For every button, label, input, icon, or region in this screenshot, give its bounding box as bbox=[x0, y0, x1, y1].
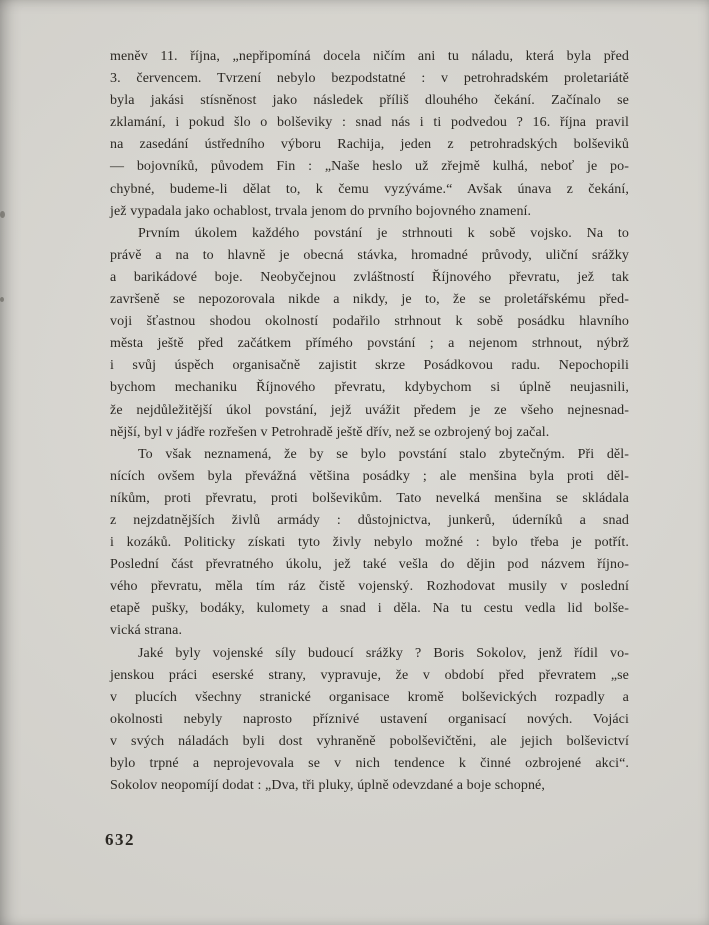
text-line: jež vypadala jako ochablost, trvala jenom do prvního bojovného znamení. bbox=[110, 203, 532, 219]
text-line: i kozáků. Politicky získati tyto živly nebylo možné : bylo třeba je potřít. bbox=[110, 535, 629, 551]
body-text bbox=[110, 46, 629, 797]
text-line: etapě pušky, bodáky, kulomety a snad i děla. Na tu cestu vedla lid bolše- bbox=[110, 601, 629, 617]
text-line: Sokolov neopomíjí dodat : „Dva, tři pluky, úplně odevzdané a boje schopné, bbox=[110, 778, 545, 794]
text-line: i svůj úspěch organisačně zajistit skrze Posádkovou radu. Nepochopili bbox=[110, 358, 629, 374]
text-line: bylo trpné a neprojevovala se v nich tendence k činné ozbrojené akci“. bbox=[110, 756, 629, 771]
text-line: To však neznamená, že by se bylo povstání stalo zbytečným. Při děl- bbox=[138, 446, 629, 462]
text-line: byla jakási stísněnost jako následek příliš dlouhého čekání. Začínalo se bbox=[110, 93, 629, 109]
scan-speck bbox=[0, 211, 5, 218]
text-line: Poslední část převratného úkolu, jež také vešla do dějin pod názvem říjno- bbox=[110, 557, 629, 573]
text-line: završeně se nepozorovala nikde a nikdy, je to, že se proletářskému před- bbox=[110, 292, 629, 308]
paragraph bbox=[110, 46, 629, 223]
text-line: z nejzdatnějších živlů armády : důstojnictva, junkerů, úderníků a snad bbox=[110, 512, 629, 528]
text-line: nících ovšem byla převážná většina posádky ; ale menšina byla proti děl- bbox=[110, 468, 629, 484]
paragraph bbox=[110, 643, 629, 798]
text-line: jenskou práci eserské strany, vypravuje, že v období před převratem „se bbox=[110, 667, 629, 683]
text-line: nější, byl v jádře rozřešen v Petrohradě ještě dřív, než se ozbrojený boj začal. bbox=[110, 424, 550, 440]
paragraph bbox=[110, 444, 629, 643]
text-line: meněv 11. října, „nepřipomíná docela ničím ani tu náladu, která byla před bbox=[110, 49, 629, 64]
text-line: vého převratu, měla tím ráz čistě vojenský. Rozhodovat musily v poslední bbox=[110, 579, 629, 595]
text-line: chybné, budeme-li dělat to, k čemu vyzýváme.“ Avšak únava z čekání, bbox=[110, 181, 629, 197]
text-line: na zasedání ústředního výboru Rachija, jeden z petrohradských bolševiků bbox=[110, 137, 629, 153]
text-line: právě a na to hlavně je obecná stávka, hromadné průvody, uliční srážky bbox=[110, 247, 629, 263]
text-line: zklamání, i pokud šlo o bolševiky : snad nás i ti podvedou ? 16. října pravil bbox=[110, 115, 629, 131]
page-number: 632 bbox=[105, 830, 135, 849]
text-line: Jaké byly vojenské síly budoucí srážky ? Boris Sokolov, jenž řídil vo- bbox=[138, 645, 629, 661]
text-line: okolnosti nebyly naprosto příznivé ustavení organisací nových. Vojáci bbox=[110, 711, 629, 727]
text-line: že nejdůležitější úkol povstání, jejž uvážit předem je ze všeho nejnesnad- bbox=[110, 402, 629, 418]
text-line: vická strana. bbox=[110, 623, 183, 639]
text-line: — bojovníků, původem Fin : „Naše heslo už zřejmě kulhá, neboť je po- bbox=[110, 159, 629, 175]
text-line: níkům, proti převratu, proti bolševikům. Tato nevelká menšina se skládala bbox=[110, 490, 629, 506]
text-line: Prvním úkolem každého povstání je strhnouti k sobě vojsko. Na to bbox=[138, 225, 629, 241]
text-line: a barikádové boje. Neobyčejnou zvláštností Říjnového převratu, jež tak bbox=[110, 269, 629, 285]
scan-speck bbox=[0, 297, 4, 302]
text-line: 3. červencem. Tvrzení nebylo bezpodstatné : v petrohradském proletariátě bbox=[110, 71, 629, 87]
text-line: voji šťastnou shodou okolností podařilo strhnout k sobě posádku hlavního bbox=[110, 314, 629, 330]
paragraph bbox=[110, 223, 629, 444]
text-line: v plucích všechny stranické organisace kromě bolševických rozpadly a bbox=[110, 689, 629, 705]
text-line: v svých náladách byli dost vyhraněně pobolševičtěni, ale jejich bolševictví bbox=[110, 733, 629, 749]
text-line: města ještě před začátkem přímého povstání ; a nejenom strhnout, nýbrž bbox=[110, 336, 629, 352]
text-line: bychom mechaniku Říjnového převratu, kdybychom si úplně neujasnili, bbox=[110, 380, 629, 396]
